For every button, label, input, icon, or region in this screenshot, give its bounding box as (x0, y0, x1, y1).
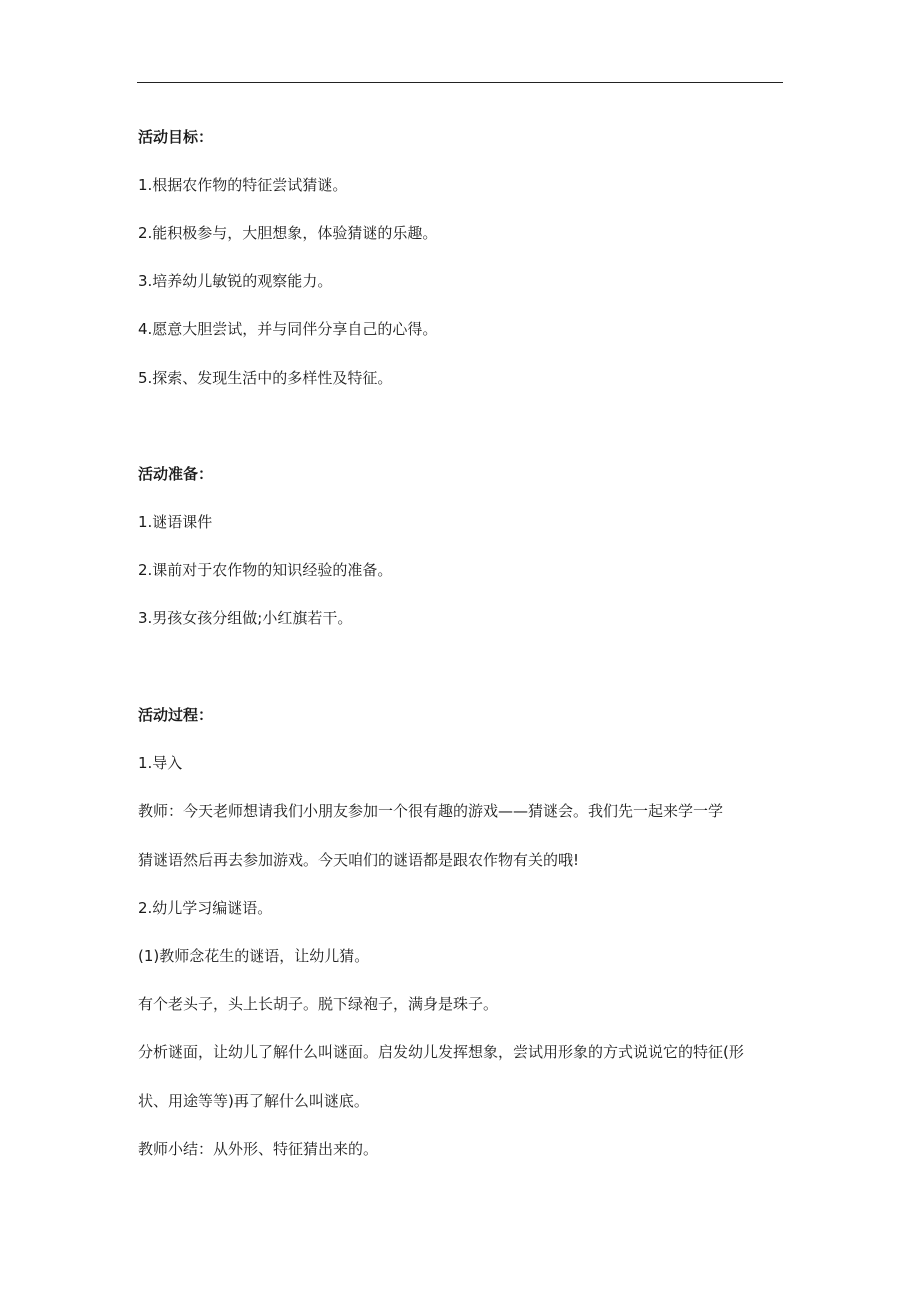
process-line: 教师小结：从外形、特征猜出来的。 (138, 1140, 379, 1158)
process-line: 1.导入 (138, 754, 183, 772)
goal-item: 4.愿意大胆尝试，并与同伴分享自己的心得。 (138, 320, 438, 338)
goals-heading: 活动目标： (138, 128, 214, 146)
process-line: 2.幼儿学习编谜语。 (138, 899, 273, 917)
process-line: (1)教师念花生的谜语，让幼儿猜。 (138, 947, 370, 965)
goal-item: 1.根据农作物的特征尝试猜谜。 (138, 176, 348, 194)
process-heading: 活动过程： (138, 706, 214, 724)
preparation-item: 3.男孩女孩分组做;小红旗若干。 (138, 609, 353, 627)
goal-item: 5.探索、发现生活中的多样性及特征。 (138, 369, 393, 387)
preparation-item: 1.谜语课件 (138, 513, 213, 531)
preparation-item: 2.课前对于农作物的知识经验的准备。 (138, 561, 393, 579)
goal-item: 2.能积极参与，大胆想象，体验猜谜的乐趣。 (138, 224, 438, 242)
process-line: 猜谜语然后再去参加游戏。今天咱们的谜语都是跟农作物有关的哦! (138, 851, 580, 869)
goal-item: 3.培养幼儿敏锐的观察能力。 (138, 272, 333, 290)
process-line: 状、用途等等)再了解什么叫谜底。 (138, 1092, 369, 1110)
header-rule (137, 82, 783, 83)
process-line: 分析谜面，让幼儿了解什么叫谜面。启发幼儿发挥想象，尝试用形象的方式说说它的特征(形 (138, 1043, 744, 1061)
process-line: 有个老头子，头上长胡子。脱下绿袍子，满身是珠子。 (138, 995, 499, 1013)
preparation-heading: 活动准备： (138, 465, 214, 483)
process-line: 教师：今天老师想请我们小朋友参加一个很有趣的游戏——猜谜会。我们先一起来学一学 (138, 802, 724, 820)
